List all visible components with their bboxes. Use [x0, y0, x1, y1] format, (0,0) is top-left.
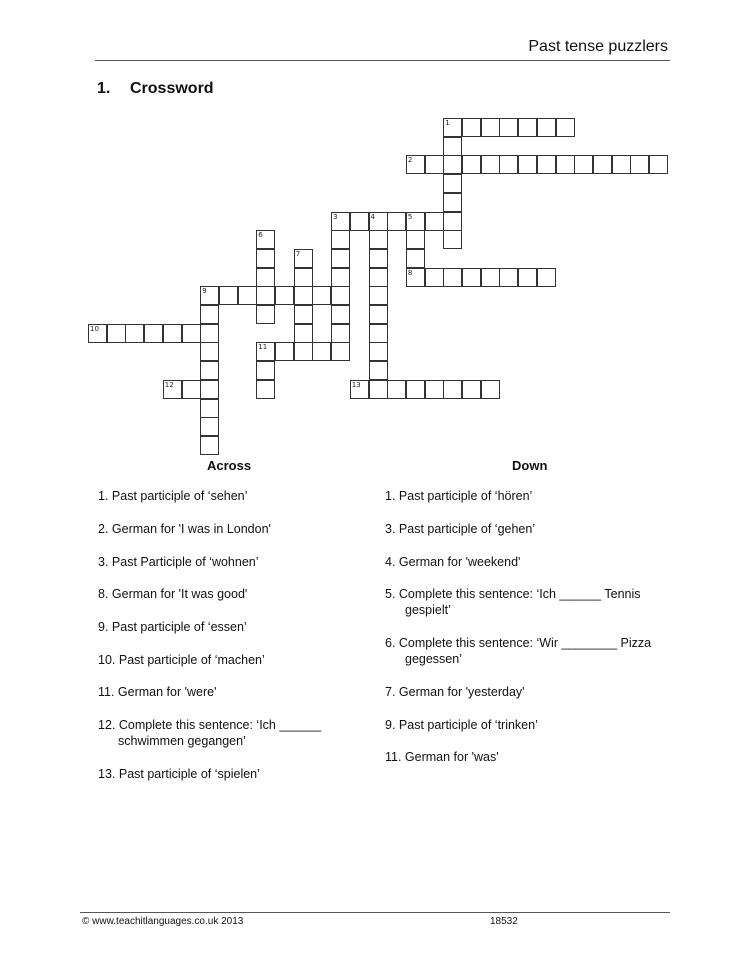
crossword-cell	[219, 286, 238, 305]
clue-number: 1.	[385, 489, 399, 503]
across-clue	[98, 521, 271, 537]
crossword-cell	[481, 268, 500, 287]
clue-number: 3.	[98, 555, 112, 569]
down-clue	[385, 521, 535, 537]
crossword-cell	[425, 268, 444, 287]
crossword-cell	[537, 155, 556, 174]
clue-number: 1.	[98, 489, 112, 503]
crossword-cell	[443, 230, 462, 249]
clue-line	[385, 749, 499, 765]
crossword-cell	[256, 286, 275, 305]
crossword-cell	[443, 193, 462, 212]
clue-number: 10.	[98, 653, 119, 667]
crossword-cell	[443, 268, 462, 287]
crossword-cell	[649, 155, 668, 174]
clue-text: gespielt’	[405, 603, 451, 617]
clue-line	[385, 586, 641, 602]
crossword-cell	[369, 361, 388, 380]
clue-text: Past participle of ‘sehen’	[111, 489, 248, 503]
clue-line	[98, 652, 265, 668]
clue-text: Past participle of ‘hören’	[398, 489, 533, 503]
crossword-cell-number: 11	[258, 343, 268, 352]
crossword-cell	[406, 380, 425, 399]
clue-line	[98, 766, 260, 782]
clue-line	[98, 684, 216, 700]
crossword-cell	[256, 380, 275, 399]
crossword-cell	[200, 324, 219, 343]
crossword-cell	[312, 342, 331, 361]
clue-number: 5.	[385, 587, 399, 601]
crossword-cell-number: 1	[445, 119, 450, 127]
clue-number: 9.	[98, 620, 112, 634]
crossword-cell	[331, 324, 350, 343]
clue-text: German for 'I was in London'	[111, 522, 271, 536]
clue-number: 8.	[98, 587, 112, 601]
crossword-cell-number: 12	[164, 380, 174, 389]
crossword-cell	[593, 155, 612, 174]
clue-number: 4.	[385, 555, 399, 569]
crossword-cell	[256, 361, 275, 380]
clue-line	[385, 717, 538, 733]
across-clue	[98, 488, 247, 504]
clue-text: Complete this sentence: ‘Ich ______	[118, 718, 322, 732]
crossword-cell	[518, 268, 537, 287]
clue-number: 6.	[385, 636, 399, 650]
crossword-grid	[0, 0, 750, 450]
clue-line	[385, 554, 520, 570]
clue-text: Complete this sentence: ‘Wir ________ Pizza	[398, 636, 652, 650]
crossword-cell	[200, 417, 219, 436]
clue-line	[98, 488, 247, 504]
crossword-cell	[238, 286, 257, 305]
crossword-cell	[462, 268, 481, 287]
crossword-cell	[499, 268, 518, 287]
down-clue	[385, 635, 651, 667]
crossword-cell	[256, 249, 275, 268]
crossword-cell	[369, 324, 388, 343]
crossword-cell	[499, 155, 518, 174]
crossword-cell-number: 3	[333, 212, 338, 221]
across-clue	[98, 717, 321, 749]
clue-line	[385, 635, 651, 651]
crossword-cell	[200, 361, 219, 380]
crossword-cell	[462, 155, 481, 174]
crossword-cell	[443, 380, 462, 399]
section-title: Crossword	[130, 80, 214, 97]
clue-line	[385, 602, 641, 618]
crossword-cell	[443, 155, 462, 174]
crossword-cell	[537, 118, 556, 137]
crossword-cell	[275, 286, 294, 305]
crossword-cell	[331, 230, 350, 249]
crossword-cell	[200, 305, 219, 324]
crossword-cell	[200, 399, 219, 418]
clue-line	[385, 684, 525, 700]
clue-line	[98, 554, 259, 570]
clue-text: German for 'yesterday'	[398, 685, 525, 699]
crossword-cell	[331, 268, 350, 287]
crossword-cell	[387, 212, 406, 231]
clue-line	[385, 488, 532, 504]
page-header-title: Past tense puzzlers	[528, 38, 668, 55]
crossword-cell	[144, 324, 163, 343]
down-heading: Down	[512, 458, 548, 473]
down-clue	[385, 717, 538, 733]
crossword-cell	[275, 342, 294, 361]
section-number: 1.	[97, 80, 111, 97]
crossword-cell	[294, 305, 313, 324]
crossword-cell	[200, 436, 219, 455]
crossword-cell	[369, 249, 388, 268]
clue-text: German for 'weekend'	[398, 555, 521, 569]
clue-line	[98, 733, 321, 749]
crossword-cell	[182, 380, 201, 399]
crossword-cell	[443, 174, 462, 193]
footer-document-code: 18532	[490, 916, 518, 927]
clue-text: Past participle of ‘gehen’	[398, 522, 536, 536]
crossword-cell	[294, 342, 313, 361]
down-clue	[385, 488, 532, 504]
clue-text: Past Participle of ‘wohnen’	[111, 555, 259, 569]
footer-divider	[80, 912, 670, 913]
crossword-cell	[462, 380, 481, 399]
across-clue	[98, 554, 259, 570]
clue-number: 13.	[98, 767, 119, 781]
crossword-cell-number: 4	[370, 212, 375, 221]
clue-line	[98, 717, 321, 733]
across-clue	[98, 652, 265, 668]
crossword-cell	[443, 212, 462, 231]
crossword-cell	[350, 212, 369, 231]
crossword-cell-number: 8	[407, 268, 413, 277]
across-clue	[98, 684, 216, 700]
clue-number: 12.	[98, 718, 119, 732]
clue-text: schwimmen gegangen’	[118, 734, 246, 748]
crossword-cell	[331, 249, 350, 268]
clue-number: 7.	[385, 685, 399, 699]
clue-line	[98, 586, 247, 602]
clue-text: German for 'It was good'	[111, 587, 248, 601]
crossword-cell-number: 7	[295, 249, 301, 258]
crossword-cell	[331, 342, 350, 361]
clue-number: 2.	[98, 522, 112, 536]
crossword-cell	[331, 286, 350, 305]
crossword-cell	[387, 380, 406, 399]
clue-line	[385, 521, 535, 537]
down-clue	[385, 749, 499, 765]
crossword-cell	[182, 324, 201, 343]
crossword-cell	[369, 268, 388, 287]
clue-number: 3.	[385, 522, 399, 536]
across-clue	[98, 619, 247, 635]
down-clue	[385, 684, 525, 700]
crossword-cell	[425, 212, 444, 231]
clue-text: German for 'were'	[117, 685, 217, 699]
crossword-cell-number: 2	[407, 156, 413, 165]
crossword-cell	[369, 305, 388, 324]
clue-number: 11.	[385, 750, 405, 764]
clue-text: Past participle of ‘trinken’	[398, 718, 538, 732]
crossword-cell	[163, 324, 182, 343]
crossword-cell	[369, 230, 388, 249]
crossword-cell	[518, 155, 537, 174]
across-clue	[98, 586, 247, 602]
crossword-cell-number: 6	[258, 231, 263, 240]
crossword-cell	[200, 380, 219, 399]
crossword-cell	[107, 324, 126, 343]
crossword-cell-number: 5	[407, 212, 413, 221]
crossword-cell	[294, 286, 313, 305]
clue-line	[98, 521, 271, 537]
crossword-cell	[312, 286, 331, 305]
crossword-cell	[556, 155, 575, 174]
clue-number: 9.	[385, 718, 399, 732]
crossword-cell	[481, 380, 500, 399]
crossword-cell	[256, 268, 275, 287]
down-clue	[385, 554, 520, 570]
clue-line	[98, 619, 247, 635]
crossword-cell	[294, 268, 313, 287]
clue-text: Past participle of ‘essen’	[111, 620, 247, 634]
crossword-cell	[125, 324, 144, 343]
crossword-cell	[556, 118, 575, 137]
crossword-cell	[537, 268, 556, 287]
crossword-cell	[481, 155, 500, 174]
crossword-cell-number: 10	[90, 324, 99, 333]
footer-copyright: © www.teachitlanguages.co.uk 2013	[82, 916, 244, 927]
across-heading: Across	[207, 458, 252, 473]
down-clue	[385, 586, 641, 618]
crossword-cell	[518, 118, 537, 137]
crossword-cell	[425, 380, 444, 399]
crossword-cell	[425, 155, 444, 174]
crossword-cell	[369, 342, 388, 361]
clue-line	[385, 651, 651, 667]
crossword-cell	[200, 342, 219, 361]
crossword-cell	[630, 155, 649, 174]
crossword-cell	[612, 155, 631, 174]
crossword-cell	[369, 380, 388, 399]
crossword-cell	[499, 118, 518, 137]
crossword-cell	[443, 137, 462, 156]
crossword-cell	[574, 155, 593, 174]
crossword-cell	[462, 118, 481, 137]
crossword-cell	[369, 286, 388, 305]
crossword-cell	[406, 230, 425, 249]
clue-number: 11.	[98, 685, 118, 699]
clue-text: German for 'was'	[404, 750, 499, 764]
clue-text: Complete this sentence: ‘Ich ______ Tennis	[398, 587, 641, 601]
crossword-cell-number: 9	[202, 287, 207, 296]
clue-text: Past participle of ‘spielen’	[118, 767, 260, 781]
crossword-cell	[256, 305, 275, 324]
across-clue	[98, 766, 260, 782]
crossword-cell	[481, 118, 500, 137]
crossword-cell	[331, 305, 350, 324]
crossword-cell	[294, 324, 313, 343]
crossword-cell-number: 13	[351, 380, 361, 389]
crossword-cell	[406, 249, 425, 268]
clue-text: Past participle of ‘machen’	[118, 653, 265, 667]
clue-text: gegessen’	[405, 652, 462, 666]
